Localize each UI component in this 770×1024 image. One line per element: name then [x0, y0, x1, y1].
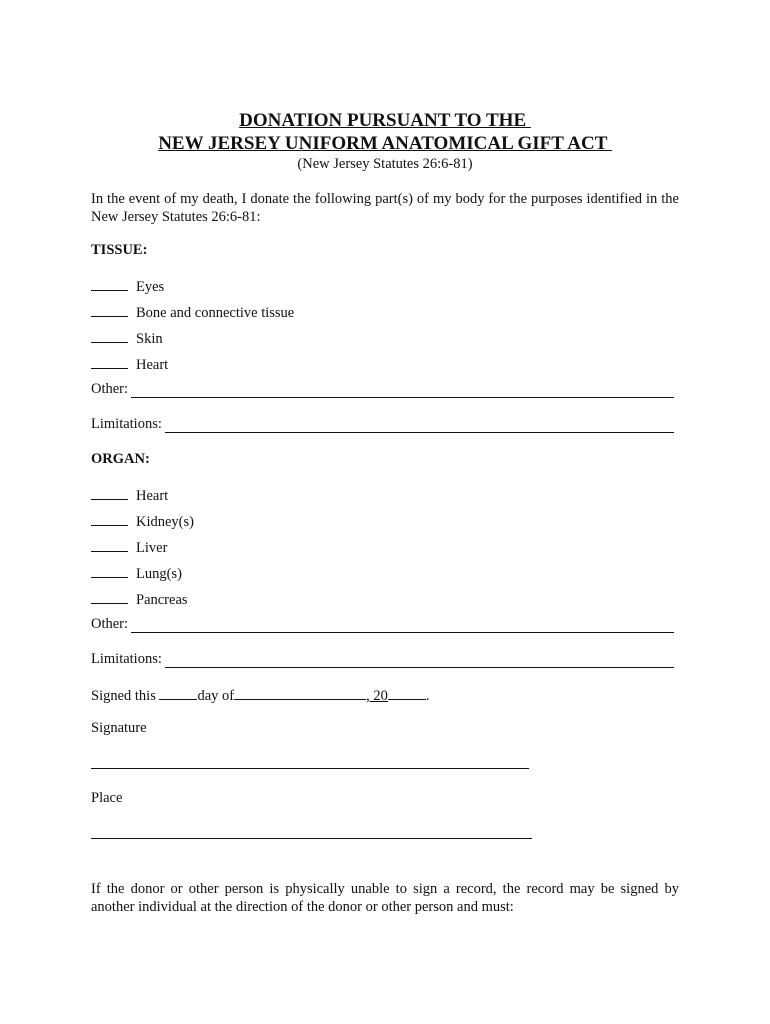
signature-line[interactable]: [91, 768, 529, 769]
organ-limitations-label: Limitations:: [91, 651, 162, 667]
organ-other-label: Other:: [91, 616, 129, 632]
organ-item-label: Pancreas: [136, 592, 188, 608]
intro-paragraph: In the event of my death, I donate the following part(s) of my body for the purposes identified in the New Jersey Statutes 26:6-81:: [91, 191, 679, 225]
organ-other-field[interactable]: [131, 619, 674, 633]
checkbox-blank[interactable]: [91, 355, 128, 369]
tissue-item-label: Bone and connective tissue: [136, 305, 295, 321]
tissue-item: [91, 277, 164, 296]
checkbox-blank[interactable]: [91, 303, 128, 317]
checkbox-blank[interactable]: [91, 538, 128, 552]
organ-item-label: Kidney(s): [136, 514, 194, 530]
tissue-item: [91, 355, 168, 374]
tissue-item: [91, 329, 163, 348]
organ-other-row: [91, 616, 674, 633]
tissue-limitations-label: Limitations:: [91, 416, 162, 432]
signed-day-of: day of: [197, 688, 235, 704]
tissue-other-row: [91, 381, 674, 398]
checkbox-blank[interactable]: [91, 590, 128, 604]
signed-year-prefix: , 20: [366, 688, 388, 704]
checkbox-blank[interactable]: [91, 277, 128, 291]
title-line-2: NEW JERSEY UNIFORM ANATOMICAL GIFT ACT: [158, 133, 612, 154]
organ-item: [91, 564, 182, 583]
closing-paragraph: If the donor or other person is physically unable to sign a record, the record may be signed by another individual at the direction of the donor or other person and must:: [91, 881, 679, 915]
place-label: Place: [91, 790, 123, 806]
month-field[interactable]: [234, 686, 366, 700]
checkbox-blank[interactable]: [91, 564, 128, 578]
signed-period: .: [425, 688, 430, 704]
tissue-limitations-field[interactable]: [165, 419, 674, 433]
organ-item-label: Lung(s): [136, 566, 182, 582]
day-field[interactable]: [159, 686, 197, 700]
tissue-heading: TISSUE:: [91, 242, 148, 258]
tissue-item-label: Heart: [136, 357, 169, 373]
subtitle: (New Jersey Statutes 26:6-81): [297, 156, 473, 172]
organ-limitations-row: [91, 651, 674, 668]
checkbox-blank[interactable]: [91, 329, 128, 343]
tissue-item: [91, 303, 294, 322]
organ-heading: ORGAN:: [91, 451, 150, 467]
organ-item: [91, 590, 188, 609]
tissue-limitations-row: [91, 416, 674, 433]
signed-date-row: [91, 686, 430, 705]
place-line[interactable]: [91, 838, 532, 839]
checkbox-blank[interactable]: [91, 512, 128, 526]
year-field[interactable]: [388, 686, 426, 700]
signed-prefix: Signed this: [91, 688, 160, 704]
tissue-item-label: Skin: [136, 331, 163, 347]
organ-item: [91, 538, 167, 557]
organ-item-label: Liver: [136, 540, 168, 556]
organ-item: [91, 512, 194, 531]
tissue-other-label: Other:: [91, 381, 129, 397]
title-line-1: DONATION PURSUANT TO THE: [239, 110, 531, 131]
organ-item: [91, 486, 168, 505]
organ-limitations-field[interactable]: [165, 654, 674, 668]
tissue-item-label: Eyes: [136, 279, 165, 295]
signature-label: Signature: [91, 720, 147, 736]
checkbox-blank[interactable]: [91, 486, 128, 500]
organ-item-label: Heart: [136, 488, 169, 504]
tissue-other-field[interactable]: [131, 384, 674, 398]
